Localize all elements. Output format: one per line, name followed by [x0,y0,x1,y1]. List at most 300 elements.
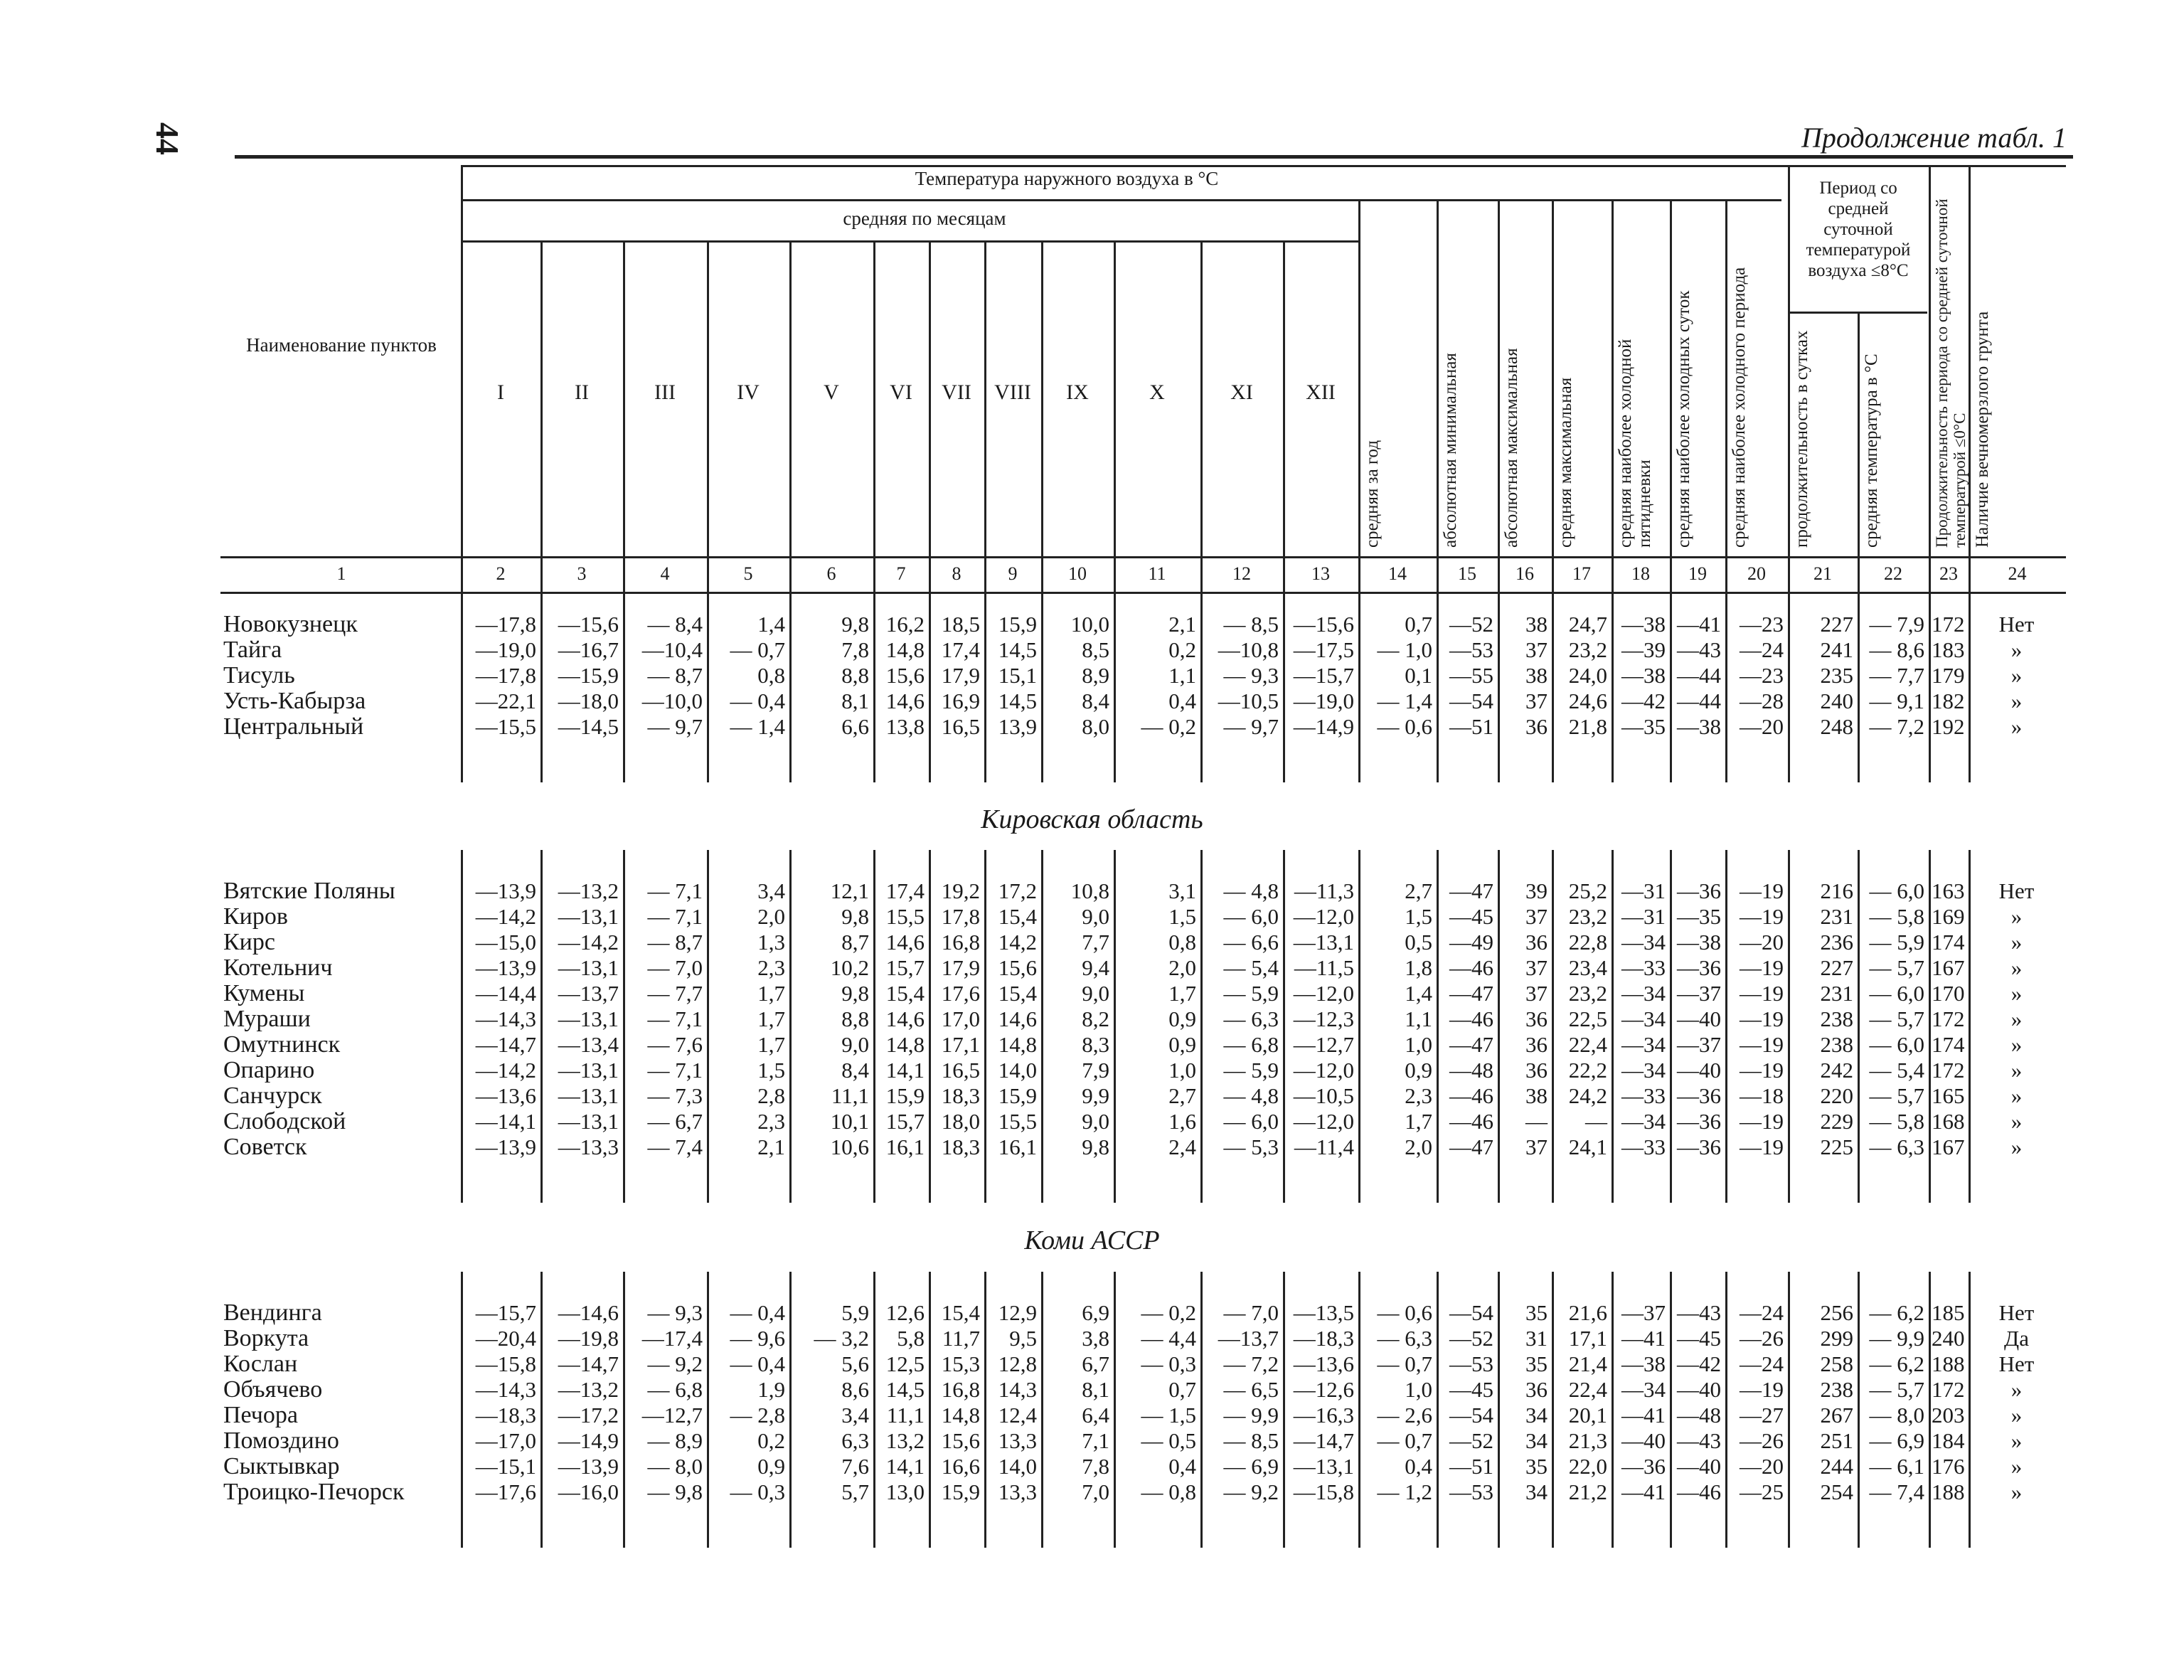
data-column [1044,878,1109,1160]
table-cell: — 5,9 [1223,981,1279,1006]
table-cell: » [2010,1403,2023,1428]
table-cell: 225 [1820,1134,1853,1159]
data-column [1555,1300,1607,1505]
table-cell: 15,6 [885,663,925,688]
table-cell: 15,5 [885,904,925,929]
table-cell: 14,0 [998,1454,1037,1479]
station-name: Киров [223,903,288,930]
body-vrule [461,583,463,782]
table-cell: — 6,0 [1223,1109,1279,1134]
table-cell: 14,8 [885,1032,925,1057]
table-cell: 9,0 [841,1032,869,1057]
table-cell: — 3,2 [814,1326,869,1351]
table-cell: 18,3 [941,1134,980,1159]
table-cell: —10,5 [1293,1083,1354,1108]
table-cell: 254 [1820,1479,1853,1504]
station-name: Новокузнецк [223,611,358,637]
table-cell: 2,7 [1168,1083,1196,1108]
avg-max-header: средняя максимальная [1556,377,1575,548]
table-cell: — 5,8 [1869,1109,1924,1134]
table-cell: — 7,1 [647,1006,703,1031]
table-cell: 5,9 [841,1300,869,1325]
data-column [1673,1300,1721,1505]
table-cell: 8,1 [841,689,869,713]
table-cell: 37 [1525,689,1548,713]
table-cell: » [2010,1058,2023,1083]
header-vrule-names [461,165,463,592]
table-cell: 38 [1525,612,1548,637]
header-vrule-perm [1969,165,1971,592]
table-cell: —15,6 [1293,612,1354,637]
table-cell: —48 [1677,1403,1721,1428]
table-cell: —34 [1621,1109,1666,1134]
table-cell: 2,3 [757,955,785,980]
table-cell: 10,1 [830,1109,869,1134]
table-cell: — 0,5 [1141,1428,1196,1453]
body-vrule [1114,583,1116,782]
body-vrule [1200,583,1203,782]
month-header: III [654,381,676,404]
table-cell: 16,1 [885,1134,925,1159]
table-cell: —40 [1677,1058,1721,1083]
station-name: Объячево [223,1376,323,1403]
table-cell: —17,6 [475,1479,536,1504]
table-cell: 185 [1932,1300,1965,1325]
table-cell: — 5,7 [1869,955,1924,980]
table-cell: —40 [1677,1454,1721,1479]
table-cell: — 2,8 [730,1403,785,1428]
table-cell: —13,1 [558,1058,619,1083]
table-cell: 14,6 [998,1006,1037,1031]
table-cell: —41 [1621,1403,1666,1428]
table-cell: 5,6 [841,1351,869,1376]
table-cell: 16,8 [941,930,980,955]
data-column [792,612,869,740]
table-cell: —44 [1677,663,1721,688]
data-column [464,612,536,740]
table-cell: —47 [1449,981,1493,1006]
table-cell: — 7,6 [647,1032,703,1057]
running-title: Продолжение табл. 1 [1801,122,2067,154]
table-cell: — 6,6 [1223,930,1279,955]
table-cell: — 0,7 [1377,1428,1432,1453]
body-vrule [1929,583,1931,782]
header-vrule-stat [1552,199,1554,592]
table-cell: —22,1 [475,689,536,713]
table-cell: 188 [1932,1351,1965,1376]
table-cell: 2,3 [757,1109,785,1134]
data-column [543,1300,619,1505]
colnum-header: 22 [1884,563,1902,584]
coldest-days-header: средняя наиболее холодных суток [1674,290,1693,548]
data-column [1555,612,1607,740]
header-vrule-stat [1437,199,1439,592]
table-cell: 7,6 [841,1454,869,1479]
table-cell: —17,2 [558,1403,619,1428]
table-cell: 0,7 [1405,612,1432,637]
table-cell: 25,2 [1568,878,1607,903]
table-cell: —13,1 [558,955,619,980]
table-cell: 16,8 [941,1377,980,1402]
table-cell: 16,2 [885,612,925,637]
permafrost-column [1971,612,2062,740]
table-cell: —14,2 [558,930,619,955]
table-cell: 37 [1525,981,1548,1006]
table-cell: 1,0 [1405,1377,1432,1402]
body-vrule [1670,850,1672,1203]
table-cell: —41 [1621,1326,1666,1351]
body-vrule [1788,850,1790,1203]
table-cell: 3,1 [1168,878,1196,903]
data-column [932,612,980,740]
table-cell: 39 [1525,878,1548,903]
station-name: Кумены [223,980,305,1006]
table-cell: —17,0 [475,1428,536,1453]
data-column [710,612,785,740]
table-cell: —19,8 [558,1326,619,1351]
table-cell: —13,6 [1293,1351,1354,1376]
table-cell: 7,1 [1082,1428,1109,1453]
period-duration-header: продолжительность в сутках [1792,330,1811,548]
table-cell: — 5,8 [1869,904,1924,929]
table-cell: 8,9 [1082,663,1109,688]
table-cell: 15,6 [998,955,1037,980]
table-cell: — 9,9 [1869,1326,1924,1351]
table-cell: 11,1 [831,1083,869,1108]
table-cell: 216 [1820,878,1853,903]
table-cell: 15,4 [998,904,1037,929]
table-cell: 15,9 [885,1083,925,1108]
table-cell: 1,0 [1168,1058,1196,1083]
table-cell: —19 [1740,981,1784,1006]
data-column [1932,1300,1964,1505]
body-vrule [789,1272,792,1548]
header-top-rule [461,165,2066,167]
table-cell: 15,6 [941,1428,980,1453]
table-cell: — 8,9 [647,1428,703,1453]
table-cell: —18,3 [1293,1326,1354,1351]
body-vrule [540,850,543,1203]
table-cell: 8,6 [841,1377,869,1402]
colnum-header: 15 [1458,563,1476,584]
month-header: XII [1306,381,1336,404]
table-cell: 9,9 [1082,1083,1109,1108]
table-cell: — 9,9 [1223,1403,1279,1428]
table-cell: —27 [1740,1403,1784,1428]
table-cell: 1,0 [1405,1032,1432,1057]
data-column [792,878,869,1160]
table-cell: 13,0 [885,1479,925,1504]
table-cell: — 9,7 [1223,714,1279,739]
table-cell: 6,7 [1082,1351,1109,1376]
table-cell: —14,7 [475,1032,536,1057]
body-vrule [1670,1272,1672,1548]
table-cell: — 9,1 [1869,689,1924,713]
table-cell: 24,7 [1568,612,1607,637]
table-cell: —17,4 [641,1326,703,1351]
table-cell: 1,4 [757,612,785,637]
table-cell: —12,0 [1293,981,1354,1006]
table-cell: — 6,1 [1869,1454,1924,1479]
colnum-header: 14 [1388,563,1407,584]
table-cell: 0,8 [757,663,785,688]
data-column [1728,1300,1784,1505]
table-cell: —12,0 [1293,904,1354,929]
header-vrule-stat [1498,199,1500,592]
table-cell: —40 [1677,1377,1721,1402]
table-cell: 238 [1820,1032,1853,1057]
table-cell: —19 [1740,1006,1784,1031]
table-cell: 13,8 [885,714,925,739]
body-vrule [1041,583,1043,782]
table-cell: —23 [1740,663,1784,688]
table-cell: 179 [1932,663,1965,688]
table-cell: 172 [1932,1377,1965,1402]
body-vrule [873,1272,875,1548]
table-cell: —26 [1740,1326,1784,1351]
table-cell: —41 [1621,1479,1666,1504]
table-cell: —15,5 [475,714,536,739]
table-cell: 248 [1820,714,1853,739]
table-cell: —14,2 [475,1058,536,1083]
table-cell: 13,3 [998,1479,1037,1504]
body-vrule [789,850,792,1203]
abs-max-header: абсолютная максимальная [1502,348,1521,548]
table-cell: —20,4 [475,1326,536,1351]
table-cell: 9,8 [841,981,869,1006]
table-cell: — 5,7 [1869,1083,1924,1108]
body-vrule [1858,583,1860,782]
table-cell: 9,0 [1082,981,1109,1006]
table-cell: —36 [1621,1454,1666,1479]
table-cell: 17,9 [941,663,980,688]
table-cell: — 0,6 [1377,714,1432,739]
table-cell: » [2010,1428,2023,1453]
table-cell: — 8,0 [1869,1403,1924,1428]
table-cell: —45 [1449,904,1493,929]
table-cell: 3,8 [1082,1326,1109,1351]
table-cell: 14,5 [998,637,1037,662]
table-cell: —19 [1740,955,1784,980]
table-cell: —24 [1740,1351,1784,1376]
table-cell: —13,4 [558,1032,619,1057]
data-column [626,1300,703,1505]
table-cell: —15,7 [1293,663,1354,688]
table-cell: » [2010,981,2023,1006]
station-name: Опарино [223,1057,315,1083]
table-cell: — 0,2 [1141,714,1196,739]
month-header: V [824,381,839,404]
table-cell: —15,8 [1293,1479,1354,1504]
table-cell: 15,9 [941,1479,980,1504]
table-cell: 2,1 [757,1134,785,1159]
table-cell: —13,7 [558,981,619,1006]
table-cell: — 7,4 [1869,1479,1924,1504]
body-vrule [623,850,625,1203]
data-column [1791,878,1853,1160]
table-cell: —36 [1677,1109,1721,1134]
table-cell: » [2010,930,2023,955]
table-cell: —43 [1677,1300,1721,1325]
data-column [876,612,925,740]
month-header: I [497,381,504,404]
top-rule [235,155,2073,159]
header-vrule-period [1788,165,1790,592]
data-column [1555,878,1607,1160]
table-cell: — 6,3 [1869,1134,1924,1159]
table-cell: —46 [1449,1006,1493,1031]
table-cell: — 7,0 [1223,1300,1279,1325]
table-cell: 182 [1932,689,1965,713]
table-cell: 242 [1820,1058,1853,1083]
table-cell: 192 [1932,714,1965,739]
table-cell: 36 [1525,1058,1548,1083]
table-cell: —13,9 [475,878,536,903]
table-cell: 7,0 [1082,1479,1109,1504]
body-vrule [1552,583,1554,782]
data-column [1614,1300,1666,1505]
table-cell: — 6,5 [1223,1377,1279,1402]
data-column [1361,612,1432,740]
table-cell: 2,3 [1405,1083,1432,1108]
table-cell: —17,8 [475,612,536,637]
table-cell: 9,4 [1082,955,1109,980]
table-cell: — 0,4 [730,689,785,713]
table-cell: — 6,3 [1223,1006,1279,1031]
data-column [1932,612,1964,740]
table-cell: — 6,9 [1223,1454,1279,1479]
table-cell: —10,0 [641,689,703,713]
table-cell: 241 [1820,637,1853,662]
table-cell: — 9,2 [1223,1479,1279,1504]
table-cell: 13,9 [998,714,1037,739]
header-vrule-stat [1612,199,1614,592]
table-cell: — 9,6 [730,1326,785,1351]
table-cell: » [2010,663,2023,688]
body-vrule [1437,850,1439,1203]
body-vrule [1498,1272,1500,1548]
station-name: Кослан [223,1351,298,1377]
temp-group-header: Температура наружного воздуха в °С [915,168,1219,189]
table-cell: —47 [1449,1134,1493,1159]
table-cell: —53 [1449,1351,1493,1376]
body-vrule [929,583,931,782]
table-cell: —54 [1449,1300,1493,1325]
table-cell: — 6,8 [647,1377,703,1402]
table-cell: 163 [1932,878,1965,903]
table-cell: —13,1 [558,1083,619,1108]
table-cell: —13,1 [1293,930,1354,955]
table-cell: 0,7 [1168,1377,1196,1402]
table-cell: 0,4 [1405,1454,1432,1479]
table-cell: —55 [1449,663,1493,688]
annual-header: средняя за год [1363,440,1382,548]
table-cell: 5,7 [841,1479,869,1504]
table-cell: —19 [1740,1109,1784,1134]
table-cell: —34 [1621,981,1666,1006]
colnum-header: 7 [896,563,906,584]
table-cell: —51 [1449,714,1493,739]
body-vrule [1929,850,1931,1203]
table-cell: » [2010,955,2023,980]
table-cell: —43 [1677,1428,1721,1453]
table-cell: 169 [1932,904,1965,929]
data-column [1203,878,1279,1160]
table-cell: — 0,3 [1141,1351,1196,1376]
table-cell: — 7,9 [1869,612,1924,637]
body-vrule [1041,1272,1043,1548]
body-vrule [1725,583,1727,782]
table-cell: —12,7 [641,1403,703,1428]
body-vrule [1358,1272,1360,1548]
table-cell: —14,4 [475,981,536,1006]
table-cell: —14,5 [558,714,619,739]
table-cell: 240 [1932,1326,1965,1351]
table-cell: — 8,7 [647,930,703,955]
table-cell: 17,6 [941,981,980,1006]
body-vrule [1283,1272,1285,1548]
table-cell: 12,6 [885,1300,925,1325]
data-column [543,878,619,1160]
body-vrule [1612,850,1614,1203]
table-cell: 36 [1525,714,1548,739]
table-cell: 240 [1820,689,1853,713]
table-cell: —36 [1677,1083,1721,1108]
colnum-header: 1 [336,563,346,584]
table-cell: 1,5 [757,1058,785,1083]
table-cell: 37 [1525,1134,1548,1159]
table-cell: 1,7 [1168,981,1196,1006]
table-cell: 15,9 [998,612,1037,637]
table-cell: 36 [1525,1006,1548,1031]
table-cell: 23,4 [1568,955,1607,980]
table-cell: 10,6 [830,1134,869,1159]
table-cell: — 7,2 [1223,1351,1279,1376]
table-cell: — [1585,1109,1607,1134]
table-cell: — 5,9 [1869,930,1924,955]
table-cell: 16,9 [941,689,980,713]
table-cell: —52 [1449,1326,1493,1351]
table-cell: 9,8 [841,612,869,637]
table-cell: 17,8 [941,904,980,929]
colnum-header: 2 [496,563,506,584]
table-cell: 0,2 [757,1428,785,1453]
table-cell: 10,8 [1070,878,1109,903]
data-column [1286,878,1354,1160]
table-cell: —43 [1677,637,1721,662]
table-cell: — 8,4 [647,612,703,637]
table-cell: —11,3 [1294,878,1354,903]
table-cell: —18 [1740,1083,1784,1108]
table-cell: 165 [1932,1083,1965,1108]
body-vrule [461,850,463,1203]
table-cell: 15,4 [941,1300,980,1325]
header-vrule-month [789,240,792,592]
table-cell: 3,4 [757,878,785,903]
data-column [1791,612,1853,740]
body-vrule [1552,850,1554,1203]
table-cell: 183 [1932,637,1965,662]
table-cell: 7,9 [1082,1058,1109,1083]
table-cell: — 6,0 [1869,981,1924,1006]
table-cell: —34 [1621,1032,1666,1057]
table-cell: 14,8 [885,637,925,662]
table-cell: 15,3 [941,1351,980,1376]
table-cell: 8,8 [841,663,869,688]
table-cell: 13,3 [998,1428,1037,1453]
colnum-header: 20 [1747,563,1766,584]
table-cell: 17,4 [885,878,925,903]
